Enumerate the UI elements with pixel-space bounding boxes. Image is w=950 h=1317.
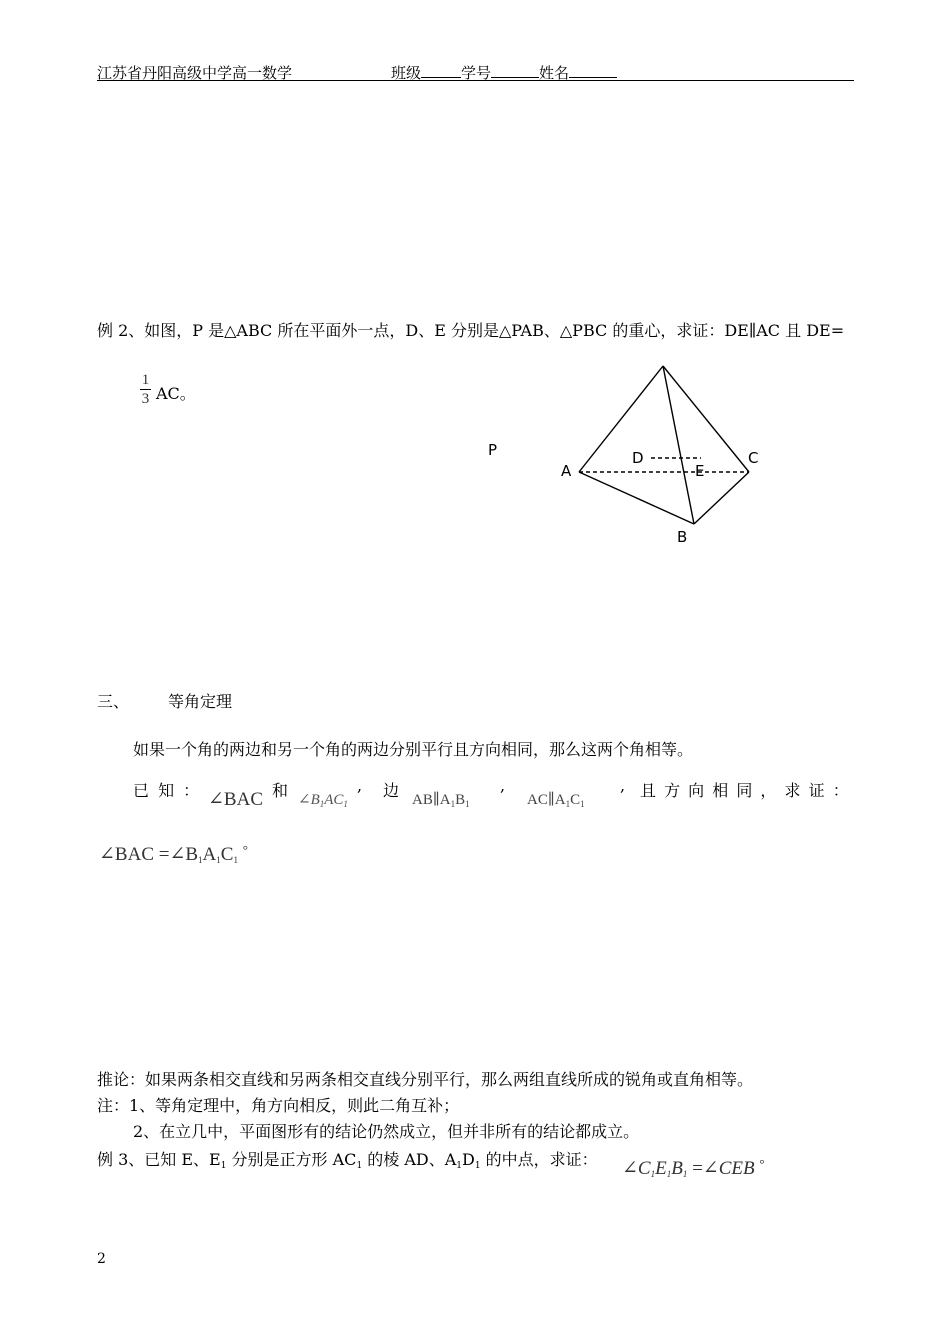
example2-tail: AC。	[156, 384, 196, 403]
label-c: C	[748, 449, 759, 467]
example3-part-2: 分别是正方形 AC	[226, 1150, 357, 1169]
edge-pc	[663, 366, 749, 472]
header-school: 江苏省丹阳高级中学高一数学	[97, 64, 293, 82]
comma-3: ,	[620, 776, 626, 795]
header-rule	[97, 80, 854, 81]
name-blank	[569, 63, 617, 78]
header-class-label: 班级	[391, 64, 422, 82]
known-label: 已 知 ：	[133, 781, 200, 800]
ac-parallel-a1c1: $AC\parallel A_1C_1$	[527, 792, 585, 809]
label-b: B	[677, 528, 688, 546]
fraction-bar	[140, 389, 151, 390]
number-blank	[491, 63, 539, 78]
ab-parallel-a1b1: $AB\parallel A_1B_1$	[412, 792, 470, 809]
edge-pb	[663, 366, 694, 524]
section3-title: 等角定理	[168, 692, 233, 711]
class-blank	[421, 63, 461, 78]
angle-b1a1c1: $\angle B_1AC_1$	[298, 792, 348, 809]
edge-pa	[579, 366, 663, 472]
theorem-text: 如果一个角的两边和另一个角的两边分别平行且方向相同，那么这两个角相等。	[133, 740, 694, 759]
label-d: D	[632, 449, 644, 467]
example2-text: 例 2、如图，P 是△ABC 所在平面外一点，D、E 分别是△PAB、△PBC 的重心，求证：DE∥AC 且 DE=	[97, 321, 845, 340]
label-e: E	[695, 462, 705, 480]
example2-fraction	[140, 372, 151, 407]
edge-ab	[579, 472, 694, 524]
comma-2: ,	[500, 776, 506, 795]
angle-bac: ∠BAC	[208, 789, 263, 810]
comma-1: ,	[357, 776, 363, 795]
example3-text: 例 3、已知 E、$E_1$ 分别是正方形 $AC_1$ 的棱 AD、$A_1D_1$ 的中点，求证：	[97, 1150, 598, 1171]
fraction-denominator: 3	[141, 391, 150, 407]
example3-part-5: 的中点，求证：	[480, 1150, 598, 1169]
label-a: A	[561, 462, 572, 480]
edge-word: 边	[383, 781, 400, 800]
corollary-text: 推论：如果两条相交直线和另两条相交直线分别平行，那么两组直线所成的锐角或直角相等。	[97, 1070, 754, 1089]
label-p: P	[488, 441, 498, 459]
header-number-label: 学号	[461, 64, 492, 82]
page-number: 2	[97, 1251, 106, 1267]
example3-part-3: 的棱 AD、A	[362, 1150, 457, 1169]
section3-number: 三、	[97, 692, 130, 711]
header-name-label: 姓名	[539, 64, 570, 82]
conclusion-angles-equal: ∠BAC $=\angle B_1A_1C_1$ °	[99, 842, 248, 865]
same-direction: 且 方 向 相 同 ， 求 证 ：	[640, 781, 849, 800]
example3-part-1: 例 3、已知 E、E	[97, 1150, 221, 1169]
note-2: 2、在立几中，平面图形有的结论仍然成立，但并非所有的结论都成立。	[133, 1122, 640, 1141]
example3-part-4: D	[462, 1150, 475, 1169]
note-1: 注：1、等角定理中，角方向相反，则此二角互补；	[97, 1096, 460, 1115]
example3-angle-claim: $\angle C_1E_1B_1$ =∠CEB °	[622, 1156, 765, 1179]
and-word: 和	[272, 781, 289, 800]
fraction-numerator: 1	[141, 372, 150, 388]
